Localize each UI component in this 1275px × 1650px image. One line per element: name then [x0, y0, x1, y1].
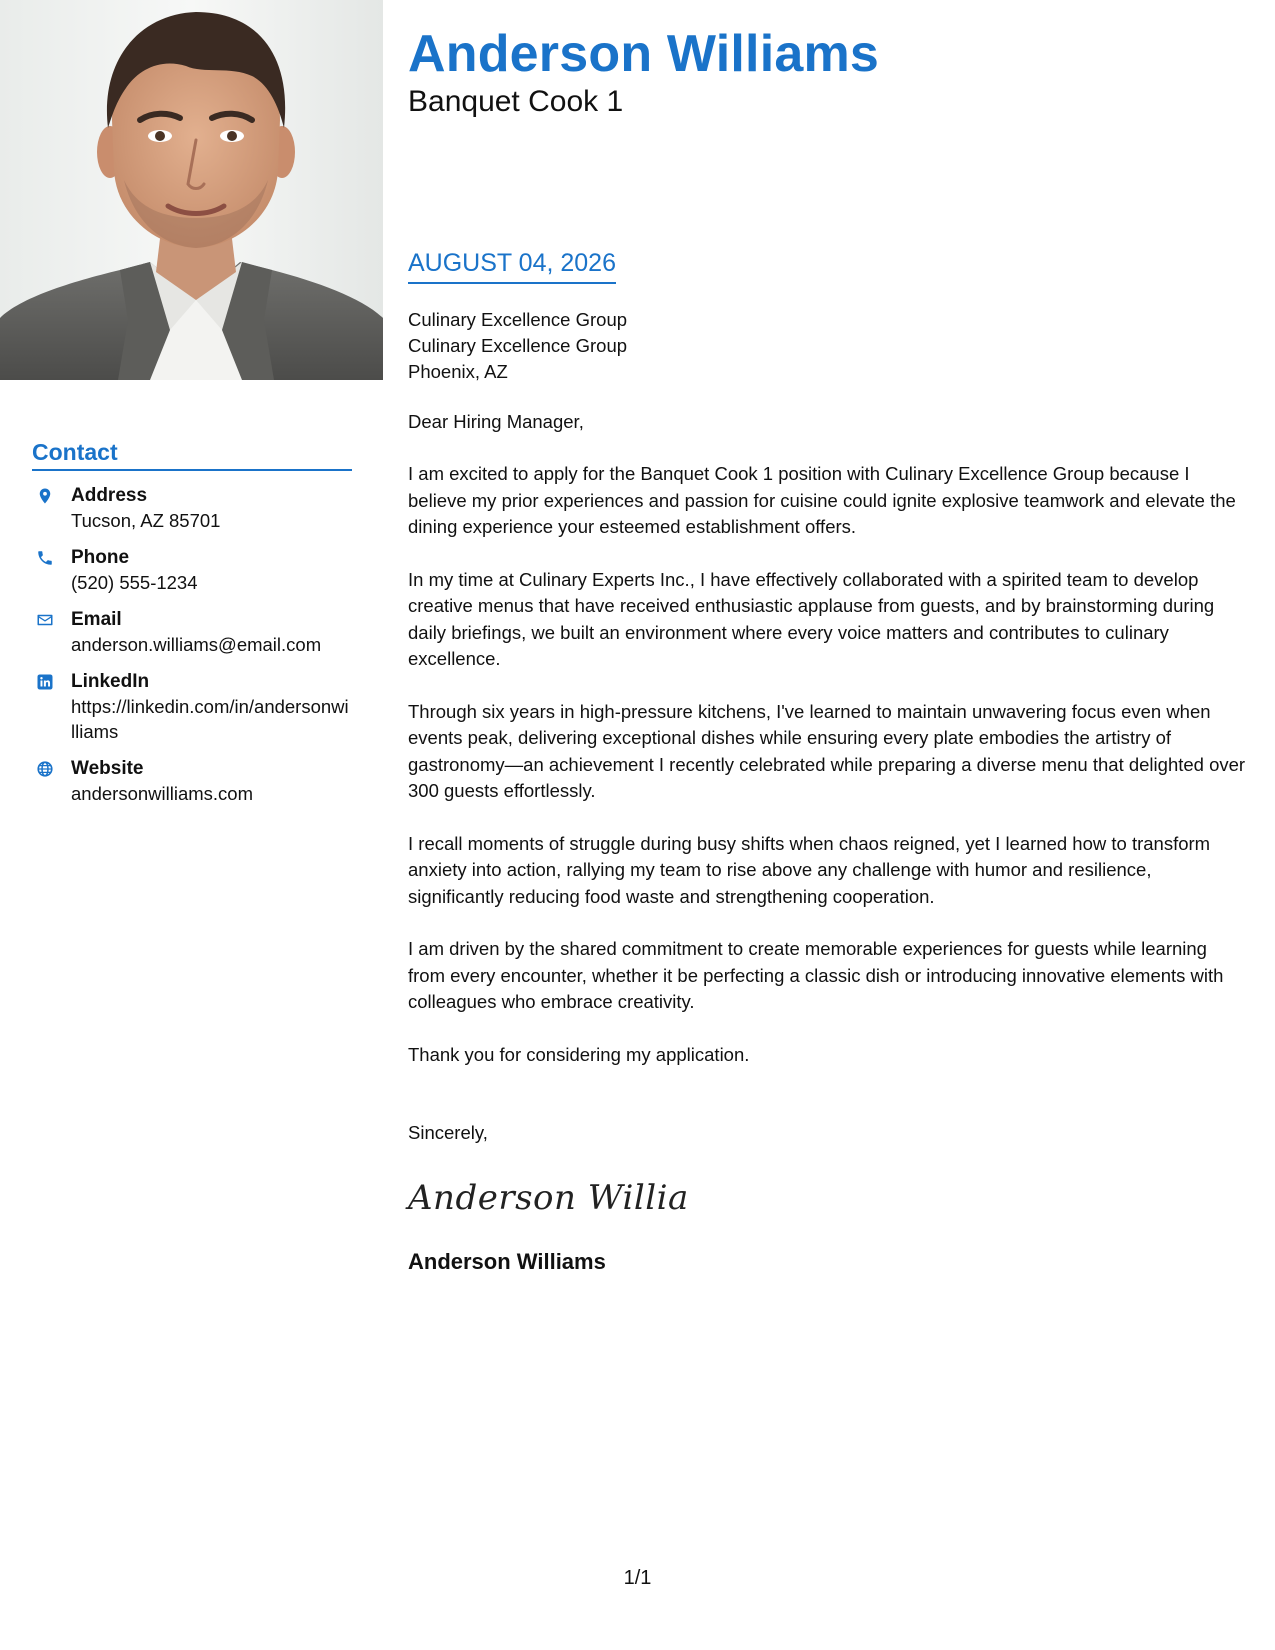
- applicant-name: Anderson Williams: [408, 25, 880, 83]
- recipient-line: Culinary Excellence Group: [408, 335, 628, 356]
- map-pin-icon: [35, 486, 55, 506]
- linkedin-link[interactable]: https://linkedin.com/in/andersonwilliams: [71, 696, 349, 742]
- body-paragraph: In my time at Culinary Experts Inc., I have effectively collaborated with a spirited team to develop creative menus that have received enthusiastic applause from guests, and by brainstorming during daily briefings, we built an environment where every voice matters and contributes to culinary excellence.: [408, 568, 1215, 669]
- body-paragraph: Thank you for considering my application.: [408, 1043, 750, 1065]
- job-title: Banquet Cook 1: [408, 85, 624, 118]
- website-link[interactable]: andersonwilliams.com: [71, 783, 253, 804]
- phone-value: (520) 555-1234: [71, 572, 198, 593]
- contact-item-linkedin: [32, 669, 352, 744]
- letter-date: AUGUST 04, 2026: [408, 248, 616, 284]
- letter-body: [408, 307, 1248, 1276]
- greeting: Dear Hiring Manager,: [408, 411, 584, 432]
- signer-name: Anderson Williams: [408, 1249, 606, 1274]
- body-paragraph: I am excited to apply for the Banquet Cook 1 position with Culinary Excellence Group because I believe my prior experiences and passion for cuisine could ignite explosive teamwork and elevate the dining experience your esteemed establishment offers.: [408, 463, 1236, 537]
- body-paragraph: I recall moments of struggle during busy shifts when chaos reigned, yet I learned how to transform anxiety into action, rallying my team to rise above any challenge with humor and resilience, significantly reducing food waste and strengthening cooperation.: [408, 832, 1211, 907]
- contact-label-email: Email: [71, 609, 122, 630]
- contact-item-email: [32, 607, 352, 657]
- closing: Sincerely,: [408, 1122, 488, 1143]
- contact-label-address: Address: [71, 485, 148, 506]
- contact-item-address: [32, 483, 352, 533]
- contact-item-phone: [32, 545, 352, 595]
- contact-label-phone: Phone: [71, 547, 130, 568]
- contact-heading: Contact: [32, 438, 352, 471]
- recipient-line: Phoenix, AZ: [408, 361, 508, 382]
- phone-icon: [35, 548, 55, 568]
- linkedin-icon: [35, 672, 55, 692]
- contact-sidebar: [32, 438, 352, 818]
- page-number: 1/1: [623, 1567, 652, 1589]
- email-link[interactable]: anderson.williams@email.com: [71, 634, 322, 655]
- profile-photo: [0, 0, 383, 380]
- contact-label-website: Website: [71, 758, 144, 779]
- email-icon: [35, 610, 55, 630]
- recipient-line: Culinary Excellence Group: [408, 309, 628, 330]
- recipient-block: [408, 307, 1248, 385]
- contact-item-website: [32, 756, 352, 806]
- contact-list: [32, 483, 352, 806]
- globe-icon: [35, 759, 55, 779]
- contact-label-linkedin: LinkedIn: [71, 671, 150, 692]
- body-paragraph: Through six years in high-pressure kitchens, I've learned to maintain unwavering focus even when events peak, delivering exceptional dishes while ensuring every plate embodies the artistry of gastronomy—an achievement I recently celebrated while preparing a diverse menu that delighted over 300 guests effortlessly.: [408, 700, 1246, 801]
- signature: Anderson Willia: [408, 1178, 689, 1218]
- address-value: Tucson, AZ 85701: [71, 510, 221, 531]
- body-paragraph: I am driven by the shared commitment to create memorable experiences for guests while learning from every encounter, whether it be perfecting a classic dish or introducing innovative elements with colleagues who embrace creativity.: [408, 938, 1224, 1012]
- profile-photo-illustration: [0, 0, 383, 380]
